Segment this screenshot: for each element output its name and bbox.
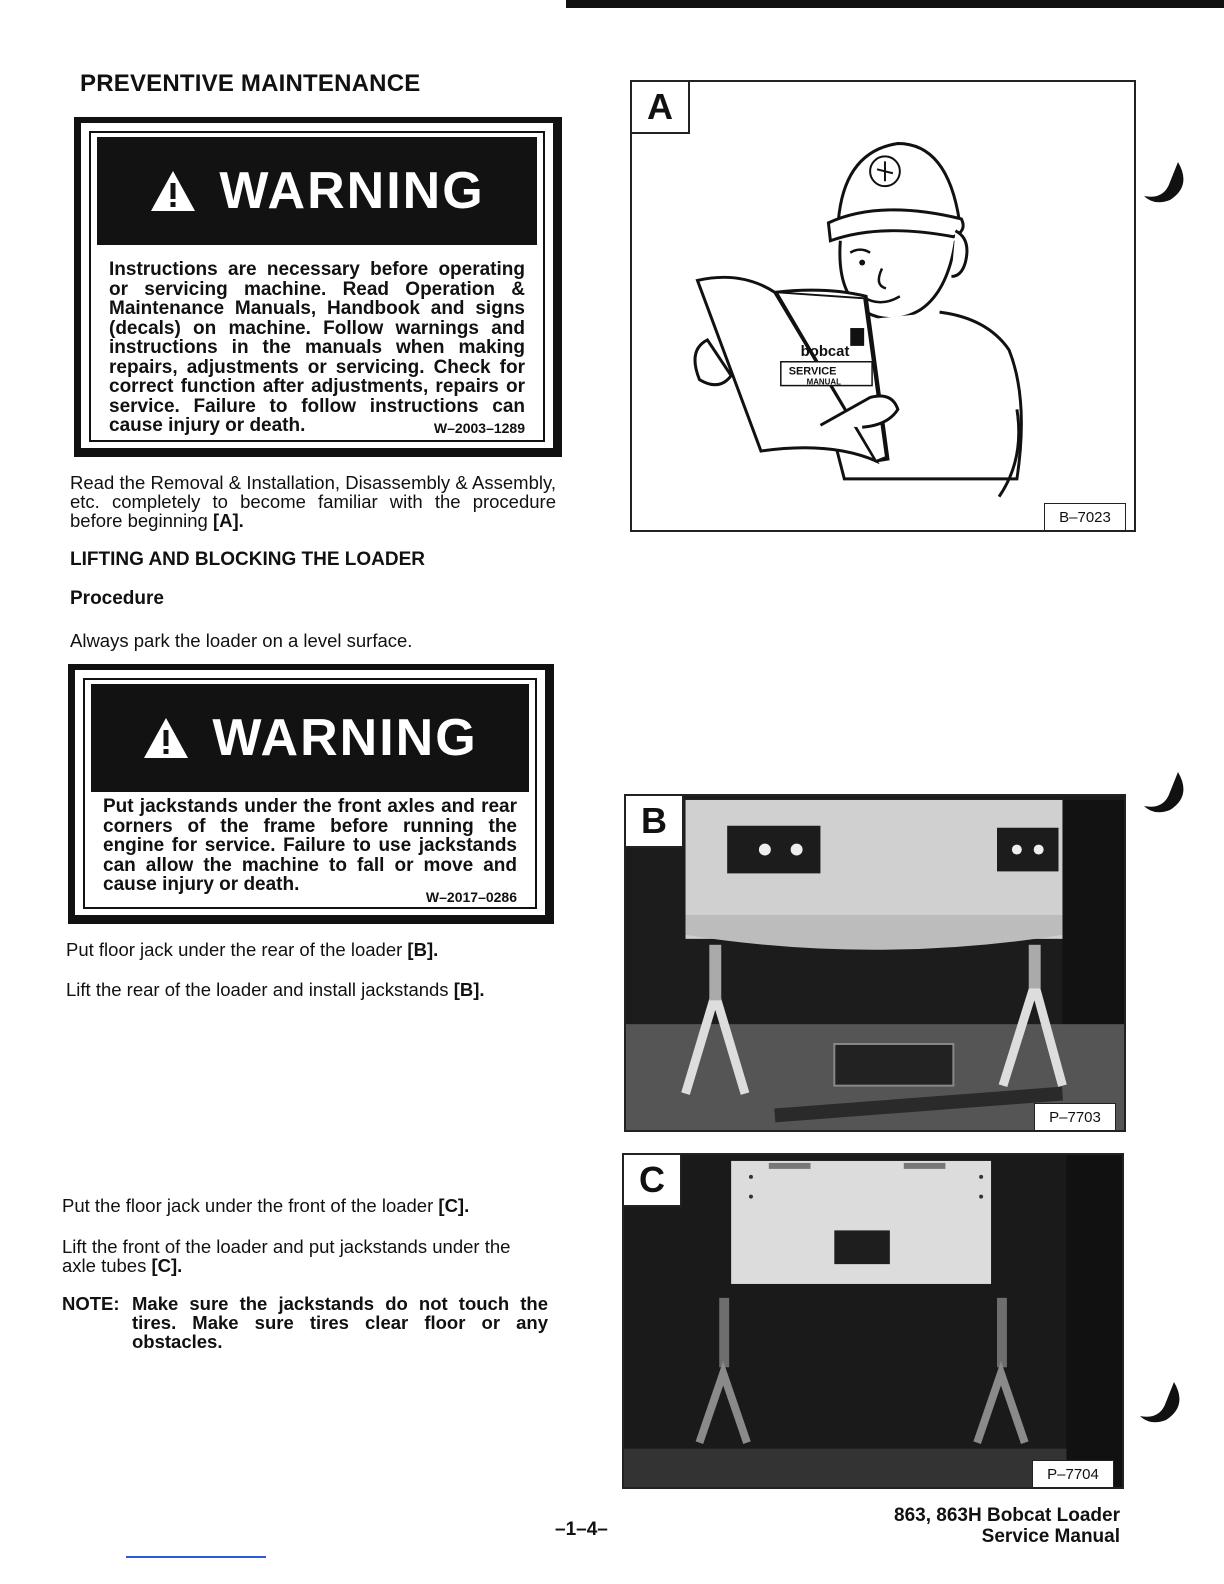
- warning-code: W–2003–1289: [433, 420, 525, 436]
- figure-b-label: B: [626, 796, 684, 848]
- warning-title: WARNING: [219, 162, 485, 220]
- warning-triangle-icon: [142, 716, 190, 760]
- figure-a-label: A: [632, 82, 690, 134]
- footer-underline: [126, 1556, 266, 1558]
- figure-ref-c: [C].: [438, 1195, 470, 1216]
- figure-b-code: P–7703: [1034, 1103, 1116, 1130]
- warning-banner: [91, 684, 529, 792]
- figure-ref-c: [C].: [151, 1255, 183, 1276]
- intro-paragraph: Read the Removal & Installation, Disassembly & Assembly, etc. completely to become familiar with the procedure before beginning [A].: [70, 472, 556, 531]
- note: [62, 1294, 548, 1351]
- step-2: Lift the rear of the loader and install jackstands [B].: [66, 979, 485, 1000]
- binder-mark-icon: [1140, 766, 1190, 816]
- man-reading-manual-illustration: [632, 82, 1134, 530]
- section-title: LIFTING AND BLOCKING THE LOADER: [70, 549, 425, 570]
- warning-triangle-icon: [149, 169, 197, 213]
- rear-jackstands-photo: [626, 796, 1124, 1131]
- book-subtitle: MANUAL: [806, 377, 841, 387]
- book-brand: bobcat: [800, 343, 850, 360]
- binder-mark-icon: [1140, 156, 1190, 206]
- warning-title: WARNING: [212, 709, 478, 767]
- top-rule: [566, 0, 1224, 8]
- figure-b: [624, 794, 1126, 1132]
- page-title: PREVENTIVE MAINTENANCE: [80, 70, 421, 97]
- warning-text: Instructions are necessary before operating or servicing machine. Read Operation & Maintenance Manuals, Handbook and signs (decals) on machine. Follow warnings and instructions in the manuals when making repairs, adjustments or servicing. Check for correct function after adjustments, repairs or service. Failure to follow instructions can cause injury or death.: [109, 259, 525, 436]
- note-text: Make sure the jackstands do not touch the tires. Make sure tires clear floor or any obstacles.: [132, 1293, 548, 1352]
- book-title: SERVICE: [788, 365, 837, 378]
- binder-mark-icon: [1136, 1376, 1186, 1426]
- figure-ref-a: [A].: [212, 510, 244, 531]
- figure-c-label: C: [624, 1155, 682, 1207]
- park-instruction: Always park the loader on a level surface.: [70, 630, 413, 651]
- figure-a: [630, 80, 1136, 532]
- page-number: –1–4–: [555, 1519, 608, 1540]
- figure-a-code: B–7023: [1044, 503, 1126, 530]
- figure-ref-b: [B].: [453, 979, 485, 1000]
- warning-box-2: [68, 664, 554, 924]
- manual-title: 863, 863H Bobcat Loader Service Manual: [894, 1505, 1120, 1547]
- warning-banner: [97, 137, 537, 245]
- warning-code: W–2017–0286: [425, 889, 517, 905]
- figure-c: [622, 1153, 1124, 1489]
- step-4: Lift the front of the loader and put jackstands under the axle tubes [C].: [62, 1236, 511, 1276]
- note-label: NOTE:: [62, 1293, 120, 1314]
- step-3: Put the floor jack under the front of the loader [C].: [62, 1195, 470, 1216]
- warning-box-1: [74, 117, 562, 457]
- step-1: Put floor jack under the rear of the loader [B].: [66, 939, 439, 960]
- figure-ref-b: [B].: [407, 939, 439, 960]
- front-jackstands-photo: [624, 1155, 1122, 1488]
- warning-text: Put jackstands under the front axles and rear corners of the frame before running the engine for service. Failure to use jackstands can allow the machine to fall or move and cause injury or death.: [103, 796, 517, 895]
- section-subtitle: Procedure: [70, 588, 164, 609]
- figure-c-code: P–7704: [1032, 1460, 1114, 1487]
